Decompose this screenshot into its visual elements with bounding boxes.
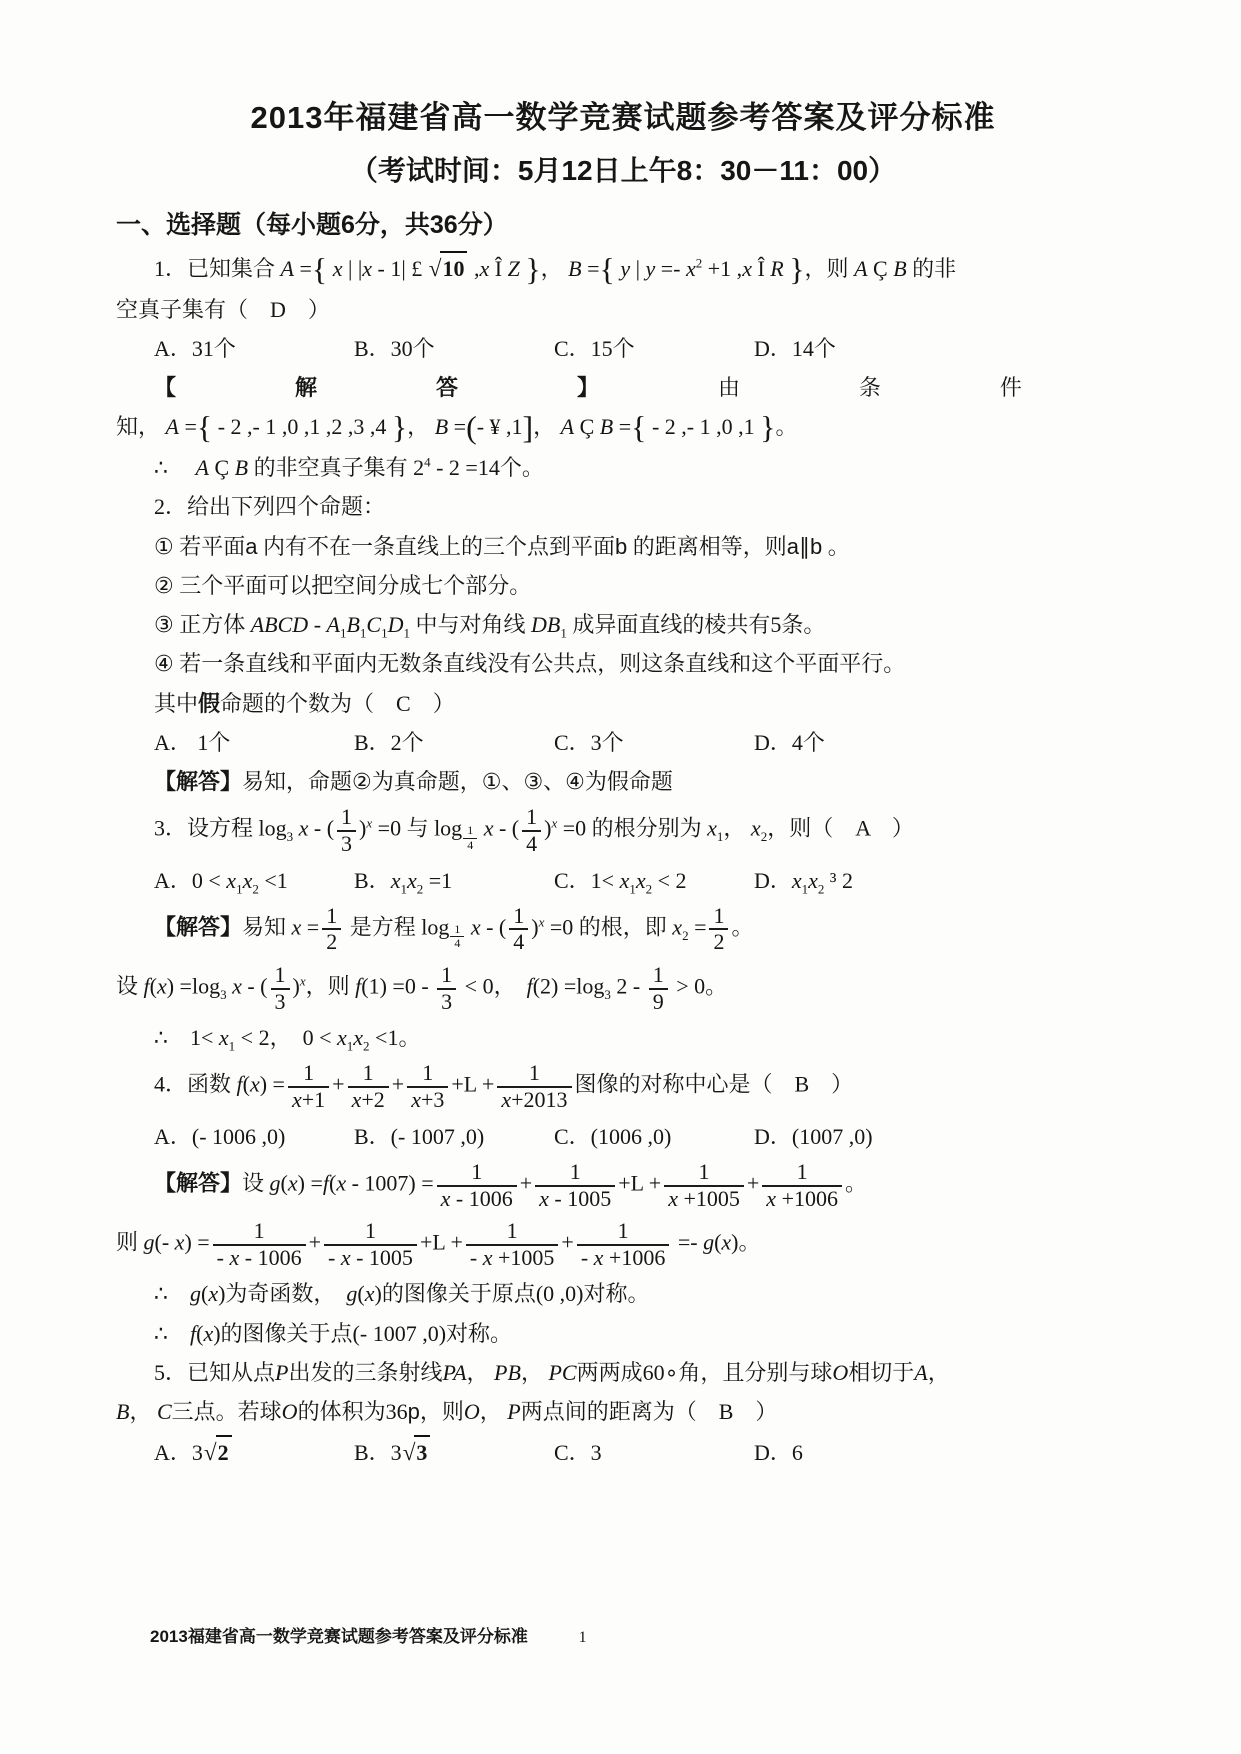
question-1-options: A．31个 B．30个 C．15个 D．14个 (154, 335, 836, 361)
question-4-stem: 4．函数 f(x) = $\frac{1}{x+1}$ + $\frac{1}{x+2}$ + $\frac{1}{x+3}$ +L + $\frac{1}{x+2013}$ 图像的对称中心是（ B ） (154, 1060, 854, 1113)
question-4-options: A．(- 1006 ,0) B．(- 1007 ,0) C．(1006 ,0) D．(1007 ,0) (154, 1123, 873, 1149)
question-3-solution-line-1: 【解答】易知 x = $\frac{1}{2}$ 是方程 log $_{\frac{1}{4}}$ x - ( $\frac{1}{4}$ )$^x$ =0 的根，即 $x_2$ = $\frac{1}{2}$ 。 (154, 902, 754, 955)
fraction: $\frac{1}{x+2}$ (348, 1061, 389, 1112)
fraction: $\frac{1}{- x +1006}$ (577, 1219, 670, 1270)
fraction: 1 4 (450, 923, 464, 951)
question-2-item-2: ② 三个平面可以把空间分成七个部分。 (154, 572, 532, 598)
fraction: $\frac{1}{x+1}$ (288, 1061, 329, 1112)
fraction: 1 4 (463, 824, 477, 852)
radical: √ 10 (429, 251, 468, 285)
question-2-item-4: ④ 若一条直线和平面内无数条直线没有公共点，则这条直线和这个平面平行。 (154, 651, 906, 677)
question-3-solution-line-2: 设 $f(x) =\log_3$ x - ( $\frac{1}{3}$ )$^x$，则 f(1) =0 - $\frac{1}{3}$ < 0， $f(2) =\log_3$ 2 - $\frac{1}{9}$ > 0。 (116, 961, 728, 1014)
question-2-item-3: ③ 正方体 ABCD - $A_1B_1C_1D_1$ 中与对角线 $DB_1$ 成异面直线的棱共有5条。 (154, 612, 826, 641)
fraction: $\frac{1}{4}$ (509, 904, 528, 955)
question-3-options: A．$0 < x_1x_2 <1$ B．$x_1x_2 =1$ C．$1< x_1x_2 < 2$ D．$x_1x_2$ ³ 2 (154, 867, 854, 896)
fraction: $\frac{1}{2}$ (322, 904, 341, 955)
question-3-stem: 3．设方程 $\log_3 x$ - ( $\frac{1}{3}$ )$^x$ =0 与 log $_{\frac{1}{4}}$ x - ( $\frac{1}{4}$ )$^x$ =0 的根分别为 $x_1$， $x_2$，则（ A ） (154, 804, 914, 856)
question-5-options: A．3 √ 2 B．3 √ 3 C．3 D．6 (116, 1435, 1130, 1469)
section-heading: 一、选择题（每小题6分，共36分） (116, 211, 508, 239)
fraction: $\frac{1}{- x +1005}$ (466, 1219, 559, 1270)
fraction: $\frac{1}{x+2013}$ (497, 1061, 571, 1112)
question-2-stem: 2．给出下列四个命题： (154, 494, 386, 520)
page-subtitle: （考试时间：5月12日上午8：30－11：00） (349, 155, 897, 186)
fraction: $\frac{1}{x - 1005}$ (535, 1160, 615, 1211)
footer-title: 2013福建省高一数学竞赛试题参考答案及评分标准 (150, 1627, 528, 1646)
question-1-answer-header: 【 解 答 】 由 条 件 (154, 375, 1022, 401)
fraction: $\frac{1}{3}$ (437, 963, 456, 1014)
question-4-solution-line-1: 【解答】设 g(x) =f(x - 1007) = $\frac{1}{x - 1006}$ + $\frac{1}{x - 1005}$ +L + $\frac{1}{x +1005}$ + $\frac{1}{x +1006}$ 。 (154, 1158, 867, 1211)
document-content (116, 92, 1130, 1477)
fraction: $\frac{1}{x +1006}$ (762, 1160, 842, 1211)
radical: √ 2 (204, 1435, 232, 1469)
fraction: $\frac{1}{3}$ (271, 963, 290, 1014)
question-4-solution-line-3: ∴ g(x)为奇函数， g(x)的图像关于原点(0 ,0)对称。 (154, 1281, 650, 1307)
question-1-stem-line-2: 空真子集有（ D ） (116, 296, 330, 322)
fraction: $\frac{1}{2}$ (709, 904, 728, 955)
question-5-stem-line-1: 5．已知从点P出发的三条射线PA， PB， PC两两成60∘角，且分别与球O相切于A， (154, 1359, 950, 1385)
fraction: $\frac{1}{- x - 1006}$ (213, 1219, 306, 1270)
question-2-solution: 【解答】易知，命题②为真命题，①、③、④为假命题 (154, 769, 673, 795)
fraction: $\frac{1}{- x - 1005}$ (324, 1219, 417, 1270)
document-lines (116, 251, 1130, 1469)
fraction: $\frac{1}{4}$ (522, 805, 541, 856)
radical: √ 3 (403, 1435, 431, 1469)
page-footer (150, 1622, 587, 1647)
question-2-answer-line: 其中假命题的个数为（ C ） (154, 690, 455, 716)
question-1-solution-line-2: ∴ A Ç B 的非空真子集有 $2^4 - 2 =14$个。 (154, 454, 544, 481)
fraction: $\frac{1}{9}$ (649, 963, 668, 1014)
question-5-stem-line-2: B， C三点。若球O的体积为36p，则O， P两点间的距离为（ B ） (116, 1399, 778, 1425)
question-1-solution-line-1: 知， A ={ - 2 ,- 1 ,0 ,1 ,2 ,3 ,4 }， B =(- ¥ ,1]， A Ç B ={ - 2 ,- 1 ,0 ,1 }。 (116, 410, 798, 446)
question-1-stem-line-1: 1．已知集合 A ={ x | |x - 1| £ √ 10 ,x Î Z }， B ={ y | $y =- x^2 +1$ ,x Î R }，则 A Ç B 的非 (154, 251, 957, 287)
question-4-solution-line-2: 则 g(- x) = $\frac{1}{- x - 1006}$ + $\frac{1}{- x - 1005}$ +L + $\frac{1}{- x +1005}$ + $\frac{1}{- x +1006}$ =- g(x)。 (116, 1218, 761, 1270)
question-3-solution-line-3: ∴ $1< x_1 < 2$， $0 < x_1x_2 <1$。 (154, 1025, 421, 1054)
page-number: 1 (578, 1629, 587, 1646)
page-title: 2013年福建省高一数学竞赛试题参考答案及评分标准 (250, 100, 996, 135)
question-2-options: A． 1个 B．2个 C．3个 D．4个 (154, 729, 825, 755)
fraction: $\frac{1}{x +1005}$ (664, 1160, 744, 1211)
fraction: $\frac{1}{3}$ (337, 805, 356, 856)
fraction: $\frac{1}{x - 1006}$ (437, 1160, 517, 1211)
question-2-item-1: ① 若平面a 内有不在一条直线上的三个点到平面b 的距离相等，则a∥b 。 (154, 533, 850, 559)
fraction: $\frac{1}{x+3}$ (407, 1061, 448, 1112)
question-4-solution-line-4: ∴ f(x)的图像关于点(- 1007 ,0)对称。 (154, 1320, 513, 1346)
